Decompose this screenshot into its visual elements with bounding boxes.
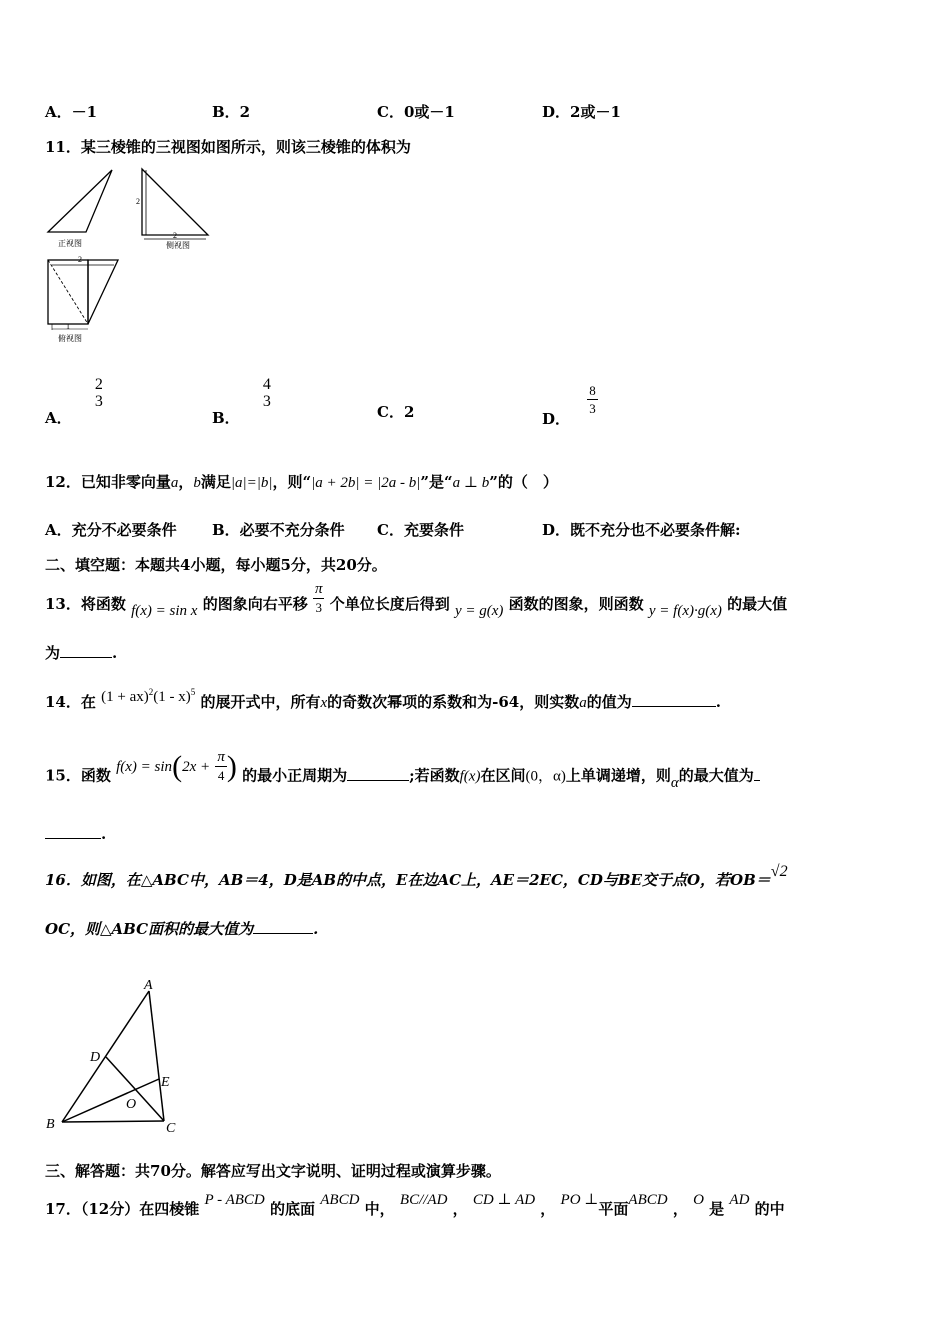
top-bottom-label: 1 [66,322,70,331]
q17-stem: 17．（12分）在四棱锥 P - ABCD 的底面 ABCD 中， BC//AD ， CD ⊥ AD ， PO ⊥平面ABCD ， O 是 AD 的中 [45,1192,785,1218]
vertex-c-label: C [166,1121,176,1136]
q13-line-2: 为 . [45,644,118,662]
q12-option-c: C．充要条件 [377,521,464,539]
point-e-label: E [161,1075,170,1090]
front-view-label: 正视图 [58,239,82,248]
q13-answer-blank[interactable] [60,643,112,658]
q12-option-b: B．必要不充分条件 [212,521,345,539]
q15-blank-1[interactable] [347,766,409,781]
top-width-label: 2 [78,255,82,264]
q11-stem: 11．某三棱锥的三视图如图所示，则该三棱锥的体积为 [45,138,411,156]
side-width-label: 2 [173,231,177,240]
q15-blank-2[interactable] [45,824,101,839]
q10-option-c: C．0或－1 [377,103,455,121]
side-ac [149,991,164,1121]
q14-answer-blank[interactable] [632,692,716,707]
q14-stem: 14．在 (1 + ax)$^2$(1 - x)$^5$ 的展开式中，所有x的奇数次幂项的系数和为-64，则实数a的值为 . [45,687,721,711]
section-3-heading: 三、解答题：共70分。解答应写出文字说明、证明过程或演算步骤。 [45,1162,501,1180]
front-view-triangle [48,170,112,232]
q11-option-a: A． 2 3 [45,376,103,427]
point-d-label: D [90,1050,101,1065]
q11-option-d: D． $\frac{8}{3}$ [542,383,596,428]
q15-line-1: 15．函数 f(x) = sin(2x + $\frac{\pi}{4}$ ) 的最小正周期为 ;若函数f(x)在区间(0，α)上单调递增，则α的最大值为 [45,759,760,794]
three-view-figure [40,165,220,350]
q10-option-b: B．2 [212,103,251,121]
q11-option-b: B． 4 3 [212,376,271,427]
side-view-label: 侧视图 [166,241,190,250]
q16-line-2: OC，则△ABC面积的最大值为 . [45,920,319,938]
top-view-label: 俯视图 [58,334,82,343]
triangle-abc-figure [40,975,190,1140]
vertex-b-label: B [46,1117,55,1132]
vertex-a-label: A [144,978,153,993]
q11-option-c: C．2 [377,403,415,421]
q10-option-a: A．－1 [45,103,98,121]
q13-line-1: 13．将函数 f(x) = sin x 的图象向右平移 $\frac{\pi}{3}$ 个单位长度后得到 y = g(x) 函数的图象，则函数 y = f(x)·g(x) 的最大值 [45,580,788,619]
side-view-triangle [142,169,208,235]
side-bc [62,1121,164,1122]
q16-answer-blank[interactable] [253,919,313,934]
q10-option-d: D．2或－1 [542,103,621,121]
side-height-label: 2 [136,197,140,206]
q16-line-1: 16．如图，在△ABC中，AB＝4，D是AB的中点，E在边AC上，AE＝2EC，CD与BE交于点O，若OB＝√2 [45,863,788,889]
q15-line-2: . [45,824,106,844]
point-o-label: O [126,1097,137,1112]
q12-stem: 12．已知非零向量a，b满足|a|=|b|，则“|a + 2b| = |2a - b|”是“a ⊥ b”的（ ） [45,473,558,491]
q12-option-d: D．既不充分也不必要条件解: [542,521,741,539]
section-2-heading: 二、填空题：本题共4小题，每小题5分，共20分。 [45,556,387,574]
q12-option-a: A．充分不必要条件 [45,521,177,539]
